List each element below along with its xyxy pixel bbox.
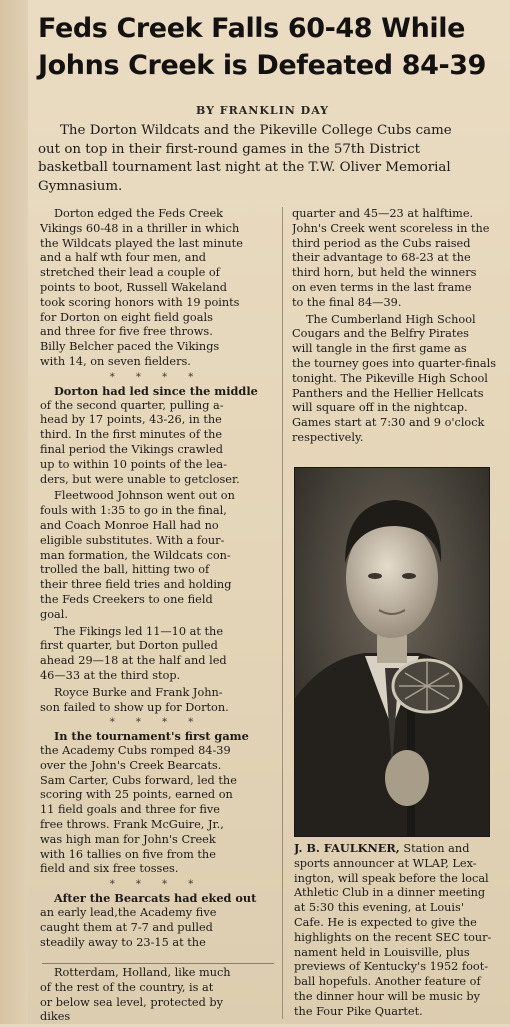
text-line: will square off in the nightcap.: [292, 401, 468, 415]
headline-line: Johns Creek is Defeated 84-39: [38, 50, 487, 81]
caption-line: nament held in Louisville, plus: [294, 945, 470, 959]
text-line: Dorton had led since the middle: [54, 383, 258, 398]
paragraph: [40, 384, 272, 488]
text-line: their advantage to 68-23 at the: [292, 251, 471, 265]
text-line: to the final 84—39.: [292, 295, 402, 309]
lead-line: out on top in their first-round games in the 57th District: [38, 141, 421, 157]
text-line: third. In the first minutes of the: [40, 428, 223, 442]
paragraph: [40, 891, 272, 950]
text-line: field and six free tosses.: [40, 862, 179, 876]
text-line: John's Creek went scoreless in the: [292, 221, 490, 235]
caption-text: Station and: [403, 842, 470, 855]
caption-line: the Four Pike Quartet.: [294, 1004, 423, 1018]
text-line: the Feds Creekers to one field: [40, 592, 213, 606]
text-line: was high man for John's Creek: [40, 832, 216, 846]
paragraph: [40, 729, 272, 877]
paragraph: [40, 207, 272, 370]
text-line: with 14, on seven fielders.: [40, 354, 191, 368]
right-eye: [402, 573, 416, 579]
paragraph: [40, 966, 272, 1025]
text-line: Cougars and the Belfry Pirates: [292, 327, 469, 341]
caption-line: previews of Kentucky's 1952 foot-: [294, 960, 489, 974]
text-line: points to boot, Russell Wakeland: [40, 280, 227, 294]
text-line: 11 field goals and three for five: [40, 803, 220, 817]
text-line: trolled the ball, hitting two of: [40, 563, 210, 577]
text-line: the tourney goes into quarter-finals: [292, 356, 497, 370]
text-line: man formation, the Wildcats con-: [40, 548, 231, 562]
text-line: Vikings 60-48 in a thriller in which: [40, 221, 240, 235]
caption-line: Cafe. He is expected to give the: [294, 915, 477, 929]
caption-line: the dinner hour will be music by: [294, 989, 481, 1003]
text-line: 46—33 at the third stop.: [40, 668, 181, 682]
hand: [385, 750, 429, 806]
text-line: and three for five free throws.: [40, 325, 213, 339]
text-line: first quarter, but Dorton pulled: [40, 639, 218, 653]
text-line: the Wildcats played the last minute: [40, 236, 243, 250]
text-line: ders, but were unable to getcloser.: [40, 472, 240, 486]
paragraph: [292, 207, 506, 311]
byline: BY FRANKLIN DAY: [196, 104, 330, 117]
text-line: an early lead,the Academy five: [40, 906, 217, 920]
headline-line: Feds Creek Falls 60-48 While: [38, 13, 466, 44]
text-line: Billy Belcher paced the Vikings: [40, 340, 220, 354]
text-line: scoring with 25 points, earned on: [40, 788, 233, 802]
lead-line: Gymnasium.: [38, 178, 123, 194]
text-line: ahead 29—18 at the half and led: [40, 654, 227, 668]
text-line: third horn, but held the winners: [292, 266, 477, 280]
section-separator: * * * *: [109, 717, 203, 729]
caption-line: [294, 841, 506, 857]
text-line: over the John's Creek Bearcats.: [40, 758, 222, 772]
text-line: quarter and 45—23 at halftime.: [292, 207, 474, 220]
text-line: their three field tries and holding: [40, 578, 232, 592]
section-separator: * * * *: [109, 879, 203, 891]
text-line: Royce Burke and Frank John-: [54, 685, 223, 699]
column-divider: [282, 207, 283, 1019]
text-line: Sam Carter, Cubs forward, led the: [40, 773, 237, 787]
text-line: goal.: [40, 607, 68, 621]
text-line: Rotterdam, Holland, like much: [54, 966, 231, 979]
filler-item: [40, 966, 272, 1027]
text-line: son failed to show up for Dorton.: [40, 700, 229, 714]
text-line: respectively.: [292, 430, 364, 444]
paragraph: [292, 313, 506, 446]
photo-caption: [294, 841, 506, 1020]
text-line: Dorton edged the Feds Creek: [54, 207, 224, 220]
text-line: Fleetwood Johnson went out on: [54, 489, 235, 503]
text-line: eligible substitutes. With a four-: [40, 533, 225, 547]
section-separator: * * * *: [109, 371, 203, 383]
text-line: caught them at 7-7 and pulled: [40, 920, 213, 934]
text-line: Panthers and the Hellier Hellcats: [292, 386, 484, 400]
text-line: will tangle in the first game as: [292, 342, 467, 356]
portrait-illustration: [295, 468, 489, 836]
text-line: of the rest of the country, is at: [40, 980, 214, 994]
text-line: stretched their lead a couple of: [40, 266, 220, 280]
text-line: Games start at 7:30 and 9 o'clock: [292, 416, 485, 430]
paragraph: [40, 625, 272, 684]
text-line: steadily away to 23-15 at the: [40, 935, 206, 949]
column-rule: [42, 963, 274, 964]
caption-line: sports announcer at WLAP, Lex-: [294, 856, 477, 870]
caption-line: Athletic Club in a dinner meeting: [294, 886, 486, 900]
text-line: and Coach Monroe Hall had no: [40, 518, 219, 532]
caption-name: J. B. FAULKNER,: [294, 841, 400, 855]
caption-line: at 5:30 this evening, at Louis': [294, 901, 464, 915]
text-line: and a half wth four men, and: [40, 251, 206, 265]
caption-line: highlights on the recent SEC tour-: [294, 930, 492, 944]
text-line: free throws. Frank McGuire, Jr.,: [40, 818, 224, 832]
text-line: The Cumberland High School: [306, 312, 476, 326]
paragraph: [40, 686, 272, 716]
text-line: or below sea level, protected by: [40, 995, 224, 1009]
text-line: In the tournament's first game: [54, 729, 249, 744]
lead-line: The Dorton Wildcats and the Pikeville College Cubs came: [60, 123, 452, 138]
caption-line: ball hopefuls. Another feature of: [294, 975, 481, 989]
text-line: with 16 tallies on five from the: [40, 847, 216, 861]
paragraph: [40, 489, 272, 622]
text-line: up to within 10 points of the lea-: [40, 457, 227, 471]
text-line: fouls with 1:35 to go in the final,: [40, 504, 227, 518]
headline: [38, 10, 508, 84]
text-line: dikes: [40, 1010, 71, 1024]
text-line: third period as the Cubs raised: [292, 236, 471, 250]
text-line: head by 17 points, 43-26, in the: [40, 413, 222, 427]
caption-line: ington, will speak before the local: [294, 871, 489, 885]
text-line: final period the Vikings crawled: [40, 442, 223, 456]
page-margin: [0, 0, 28, 1024]
text-line: for Dorton on eight field goals: [40, 310, 213, 324]
portrait-photo: [294, 467, 490, 837]
text-line: The Fikings led 11—10 at the: [54, 624, 224, 638]
text-line: on even terms in the last frame: [292, 280, 472, 294]
text-line: took scoring honors with 19 points: [40, 295, 240, 309]
text-line: tonight. The Pikeville High School: [292, 371, 488, 385]
left-column: [40, 207, 272, 952]
left-eye: [368, 573, 382, 579]
text-line: After the Bearcats had eked out: [54, 891, 257, 906]
lead-line: basketball tournament last night at the T.W. Oliver Memorial: [38, 160, 451, 175]
right-column: [292, 207, 506, 448]
lead-paragraph: [38, 122, 506, 196]
text-line: of the second quarter, pulling a-: [40, 398, 224, 412]
text-line: the Academy Cubs romped 84-39: [40, 744, 231, 758]
